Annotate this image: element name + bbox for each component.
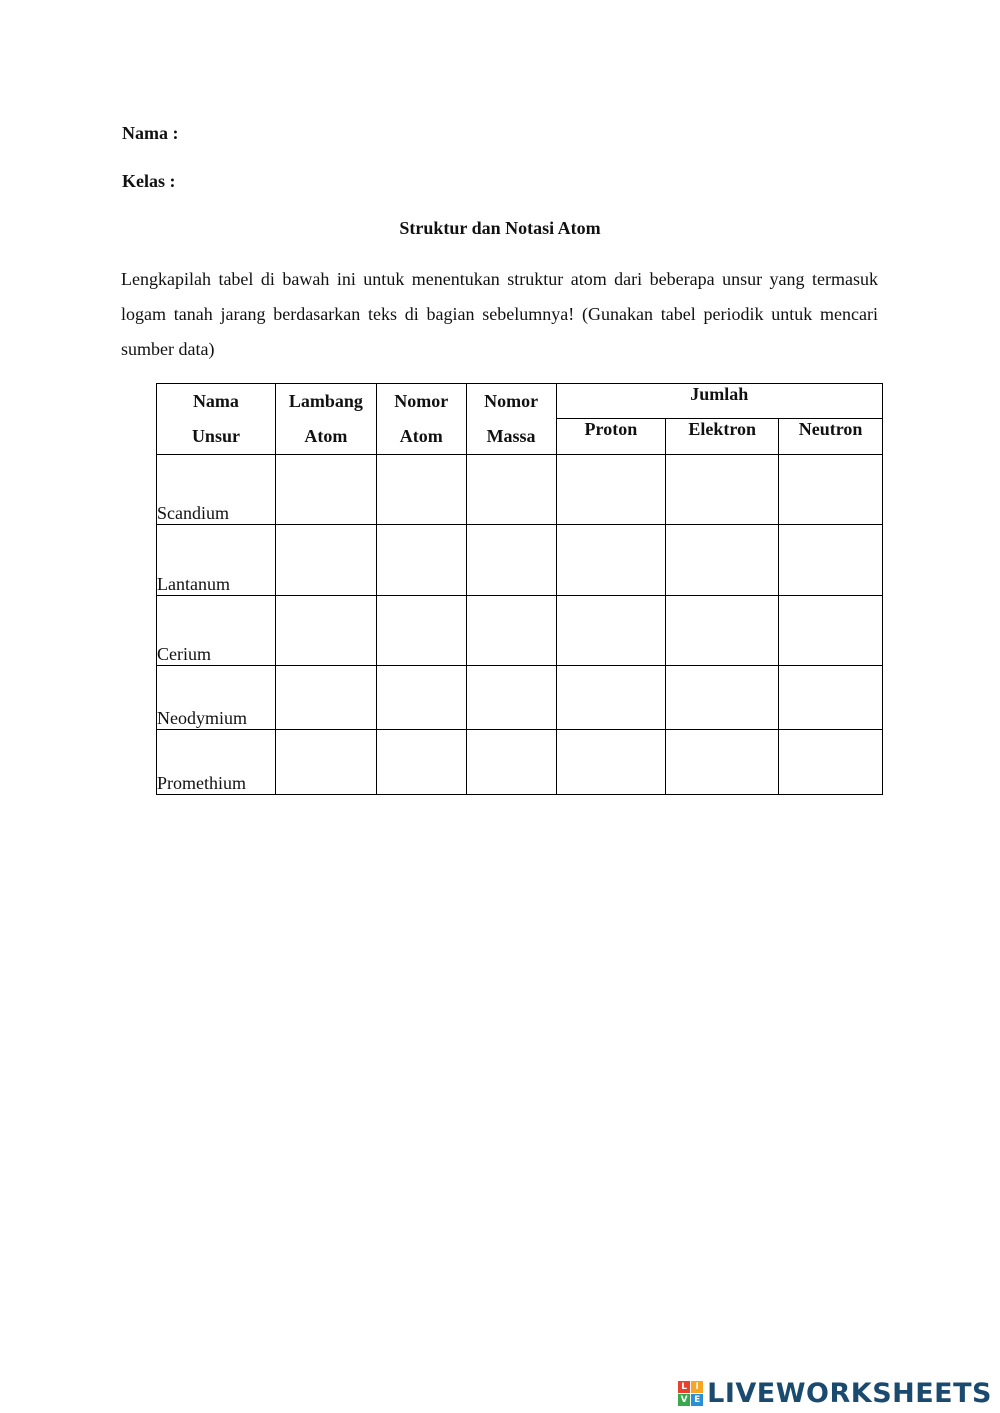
- element-name: Promethium: [157, 730, 276, 795]
- answer-cell-nomor-atom[interactable]: [376, 730, 466, 795]
- liveworksheets-logo-icon: [678, 1381, 703, 1406]
- answer-cell-lambang[interactable]: [275, 666, 376, 730]
- header-lambang-atom: Lambang Atom: [275, 384, 376, 455]
- answer-cell-elektron[interactable]: [666, 455, 779, 525]
- header-jumlah: Jumlah: [556, 384, 883, 419]
- element-name: Scandium: [157, 455, 276, 525]
- logo-letter-i: I: [691, 1381, 703, 1393]
- header-neutron: Neutron: [779, 419, 883, 455]
- answer-cell-elektron[interactable]: [666, 730, 779, 795]
- answer-cell-nomor-massa[interactable]: [466, 666, 556, 730]
- element-name: Neodymium: [157, 666, 276, 730]
- worksheet-title: Struktur dan Notasi Atom: [399, 218, 601, 238]
- element-name: Lantanum: [157, 525, 276, 596]
- answer-cell-nomor-massa[interactable]: [466, 455, 556, 525]
- answer-cell-proton[interactable]: [556, 666, 666, 730]
- header-nama-unsur: Nama Unsur: [157, 384, 276, 455]
- header-proton: Proton: [556, 419, 666, 455]
- header-nomor-atom: Nomor Atom: [376, 384, 466, 455]
- answer-cell-proton[interactable]: [556, 525, 666, 596]
- answer-cell-lambang[interactable]: [275, 525, 376, 596]
- answer-cell-nomor-atom[interactable]: [376, 525, 466, 596]
- liveworksheets-branding: [678, 1376, 992, 1410]
- answer-cell-neutron[interactable]: [779, 596, 883, 666]
- answer-cell-nomor-massa[interactable]: [466, 730, 556, 795]
- answer-cell-proton[interactable]: [556, 455, 666, 525]
- answer-cell-nomor-atom[interactable]: [376, 455, 466, 525]
- answer-cell-neutron[interactable]: [779, 455, 883, 525]
- element-name: Cerium: [157, 596, 276, 666]
- answer-cell-neutron[interactable]: [779, 525, 883, 596]
- table-row: [157, 666, 883, 730]
- liveworksheets-wordmark: LIVEWORKSHEETS: [707, 1377, 992, 1409]
- logo-letter-l: L: [678, 1381, 690, 1393]
- logo-letter-e: E: [691, 1394, 703, 1406]
- answer-cell-neutron[interactable]: [779, 730, 883, 795]
- answer-cell-proton[interactable]: [556, 730, 666, 795]
- answer-cell-proton[interactable]: [556, 596, 666, 666]
- header-elektron: Elektron: [666, 419, 779, 455]
- kelas-label: Kelas :: [122, 171, 176, 191]
- answer-cell-nomor-massa[interactable]: [466, 596, 556, 666]
- header-nomor-massa: Nomor Massa: [466, 384, 556, 455]
- logo-letter-v: V: [678, 1394, 690, 1406]
- table-row: [157, 730, 883, 795]
- table-row: [157, 525, 883, 596]
- answer-cell-neutron[interactable]: [779, 666, 883, 730]
- answer-cell-lambang[interactable]: [275, 730, 376, 795]
- table-row: [157, 596, 883, 666]
- answer-cell-elektron[interactable]: [666, 666, 779, 730]
- instructions-paragraph: Lengkapilah tabel di bawah ini untuk menentukan struktur atom dari beberapa unsur yang termasuk logam tanah jarang berdasarkan teks di bagian sebelumnya! (Gunakan tabel periodik untuk mencari sumber data): [121, 269, 878, 359]
- atom-structure-table: [156, 383, 883, 795]
- answer-cell-nomor-atom[interactable]: [376, 596, 466, 666]
- answer-cell-elektron[interactable]: [666, 525, 779, 596]
- answer-cell-nomor-atom[interactable]: [376, 666, 466, 730]
- answer-cell-lambang[interactable]: [275, 455, 376, 525]
- answer-cell-elektron[interactable]: [666, 596, 779, 666]
- answer-cell-nomor-massa[interactable]: [466, 525, 556, 596]
- nama-label: Nama :: [122, 123, 179, 143]
- answer-cell-lambang[interactable]: [275, 596, 376, 666]
- table-row: [157, 455, 883, 525]
